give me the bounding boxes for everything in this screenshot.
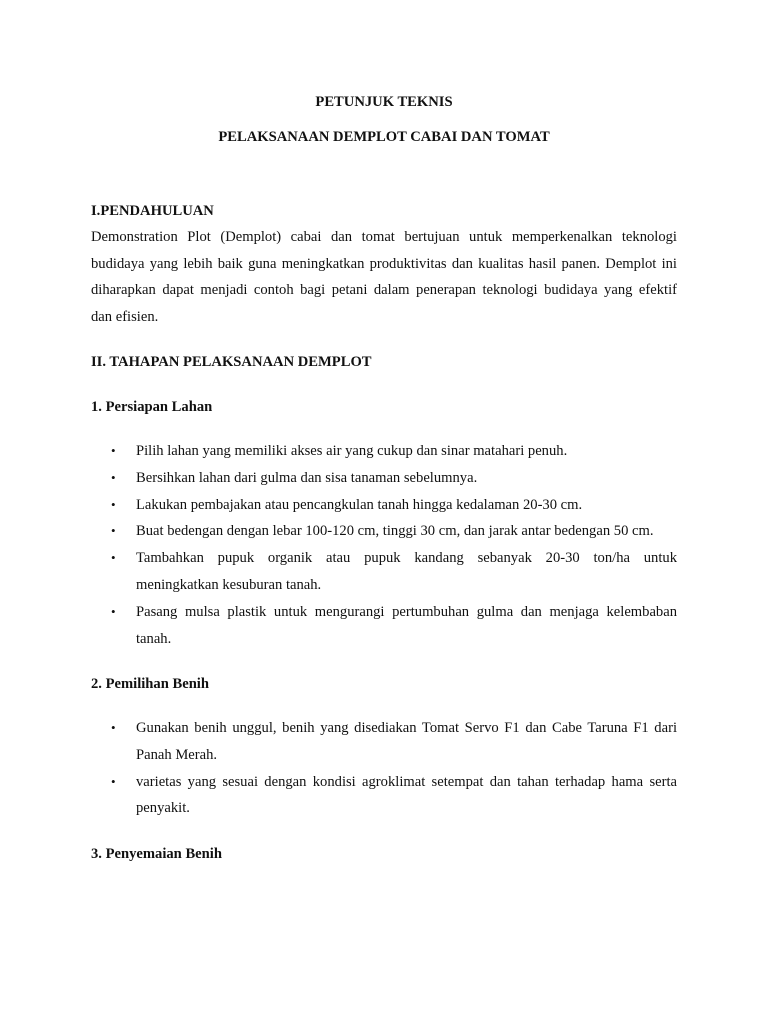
list-item-text: meningkatkan kesuburan tanah. <box>136 576 322 593</box>
bullet-icon: • <box>111 603 116 619</box>
list-item-text: Pilih lahan yang memiliki akses air yang cukup dan sinar matahari penuh. <box>136 443 568 459</box>
bullet-icon: • <box>111 550 116 566</box>
bullet-icon: • <box>111 496 116 512</box>
list-item-text: Tambahkan pupuk organik atau pupuk kandang sebanyak 20-30 ton/ha untuk <box>136 550 677 567</box>
paragraph-line: diharapkan dapat menjadi contoh bagi petani dalam penerapan teknologi budidaya yang efektif <box>91 282 677 299</box>
list-item <box>91 599 677 653</box>
list-item <box>91 518 677 545</box>
subsection-heading-persiapan-lahan: 1. Persiapan Lahan <box>91 399 213 415</box>
bullet-icon: • <box>111 773 116 789</box>
section-heading-pendahuluan: I.PENDAHULUAN <box>91 203 214 219</box>
persiapan-lahan-list <box>91 438 677 652</box>
list-item-text: Buat bedengan dengan lebar 100-120 cm, tinggi 30 cm, dan jarak antar bedengan 50 cm. <box>136 523 654 540</box>
list-item <box>91 769 677 823</box>
list-item-text: Panah Merah. <box>136 746 218 763</box>
subsection-heading-pemilihan-benih: 2. Pemilihan Benih <box>91 676 209 692</box>
list-item-text: penyakit. <box>136 800 190 817</box>
bullet-icon: • <box>111 720 116 735</box>
list-item-text: varietas yang sesuai dengan kondisi agroklimat setempat dan tahan terhadap hama serta <box>136 773 677 790</box>
list-item <box>91 465 677 492</box>
list-item-text: Bersihkan lahan dari gulma dan sisa tanaman sebelumnya. <box>136 469 478 486</box>
list-item-text: tanah. <box>136 630 172 647</box>
list-item-text: Gunakan benih unggul, benih yang disediakan Tomat Servo F1 dan Cabe Taruna F1 dari <box>136 720 677 736</box>
document-title: PETUNJUK TEKNIS <box>315 94 453 110</box>
list-item <box>91 545 677 599</box>
intro-paragraph <box>91 224 677 330</box>
pemilihan-benih-list <box>91 715 677 822</box>
list-item <box>91 492 677 519</box>
bullet-icon: • <box>111 523 116 539</box>
list-item-text: Lakukan pembajakan atau pencangkulan tanah hingga kedalaman 20-30 cm. <box>136 496 583 513</box>
paragraph-line: Demonstration Plot (Demplot) cabai dan tomat bertujuan untuk memperkenalkan teknologi <box>91 229 677 245</box>
list-item <box>91 438 677 465</box>
document-subtitle: PELAKSANAAN DEMPLOT CABAI DAN TOMAT <box>218 129 550 145</box>
paragraph-line: dan efisien. <box>91 308 159 325</box>
bullet-icon: • <box>111 469 116 485</box>
paragraph-line: budidaya yang lebih baik guna meningkatkan produktivitas dan kualitas hasil panen. Demplot ini <box>91 255 677 272</box>
list-item <box>91 715 677 769</box>
bullet-icon: • <box>111 443 116 458</box>
subsection-heading-penyemaian-benih: 3. Penyemaian Benih <box>91 846 222 862</box>
section-heading-tahapan: II. TAHAPAN PELAKSANAAN DEMPLOT <box>91 354 372 370</box>
list-item-text: Pasang mulsa plastik untuk mengurangi pertumbuhan gulma dan menjaga kelembaban <box>136 603 677 620</box>
